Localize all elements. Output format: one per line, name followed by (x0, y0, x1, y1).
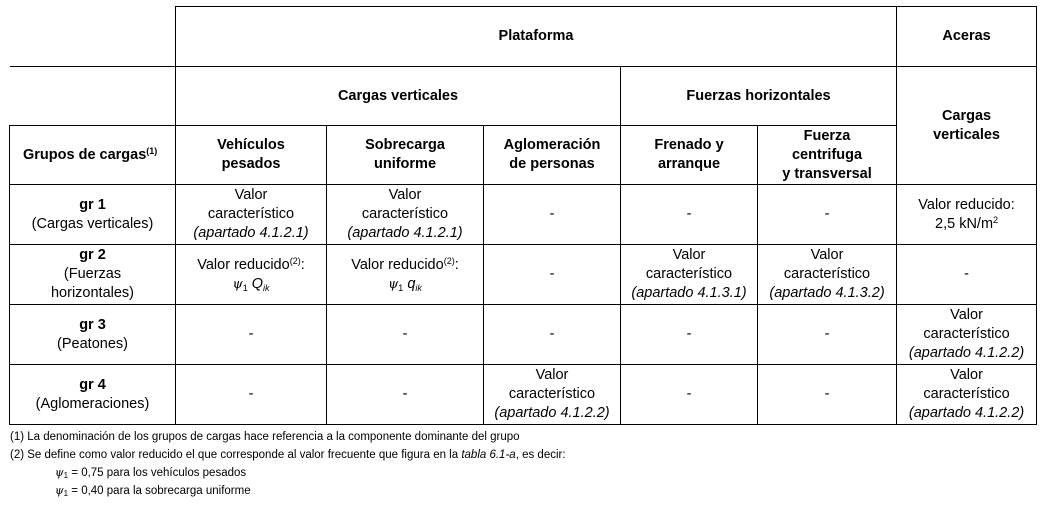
aceras-cargas-verticales-header: Cargas verticales (897, 67, 1037, 185)
value-cell: - (327, 305, 484, 365)
frenado-header: Frenado y arranque (621, 126, 758, 185)
value-cell: Valor reducido$^{(2)}$: $\psi_1$ $Q_{ik}$ (176, 245, 327, 305)
footnote-psi-vehiculos: ψ1 = 0,75 para los vehículos pesados (55, 466, 247, 480)
loads-table (9, 6, 1037, 425)
corner-cell (10, 7, 176, 67)
aceras-header: Aceras (897, 7, 1037, 67)
value-cell: Valor característico (apartado 4.1.2.2) (484, 365, 621, 425)
fuerza-centrifuga-header: Fuerza centrifuga y transversal (758, 126, 897, 185)
value-cell: - (621, 185, 758, 245)
value-cell: - (484, 185, 621, 245)
value-cell: Valor reducido$^{(2)}$: $\psi_1$ $q_{ik}$ (327, 245, 484, 305)
grupos-de-cargas-header: Grupos de cargas$^{(1)}$ (10, 126, 176, 185)
value-cell: - (758, 185, 897, 245)
aglomeracion-header: Aglomeración de personas (484, 126, 621, 185)
vehiculos-pesados-header: Vehículos pesados (176, 126, 327, 185)
table-row (10, 185, 1037, 245)
group-cell: gr 3 (Peatones) (10, 305, 176, 365)
group-cell: gr 1 (Cargas verticales) (10, 185, 176, 245)
corner-cell-2 (10, 67, 176, 126)
value-cell: - (484, 245, 621, 305)
fuerzas-horizontales-header: Fuerzas horizontales (621, 67, 897, 126)
value-cell: - (176, 365, 327, 425)
footnotes (10, 428, 566, 500)
value-cell: Valor característico (apartado 4.1.2.2) (897, 365, 1037, 425)
value-cell: - (897, 245, 1037, 305)
header-row-1 (10, 7, 1037, 67)
footnote-2: (2) Se define como valor reducido el que corresponde al valor frecuente que figura en la tabla 6.1-a, es decir: (10, 449, 566, 461)
value-cell: Valor característico (apartado 4.1.3.1) (621, 245, 758, 305)
value-cell: Valor característico (apartado 4.1.2.2) (897, 305, 1037, 365)
value-cell: Valor característico (apartado 4.1.3.2) (758, 245, 897, 305)
value-cell: - (758, 365, 897, 425)
table-row (10, 365, 1037, 425)
header-row-3 (10, 126, 1037, 185)
footnote-1: (1) La denominación de los grupos de cargas hace referencia a la componente dominante del grupo (10, 431, 520, 443)
sobrecarga-uniforme-header: Sobrecarga uniforme (327, 126, 484, 185)
plataforma-header: Plataforma (176, 7, 897, 67)
value-cell: Valor reducido: 2,5 $kN/m^2$ (897, 185, 1037, 245)
value-cell: Valor característico (apartado 4.1.2.1) (176, 185, 327, 245)
value-cell: - (758, 305, 897, 365)
footnote-psi-sobrecarga: ψ1 = 0,40 para la sobrecarga uniforme (55, 484, 251, 498)
header-row-2 (10, 67, 1037, 126)
value-cell: - (621, 305, 758, 365)
cargas-verticales-header: Cargas verticales (176, 67, 621, 126)
value-cell: - (621, 365, 758, 425)
group-cell: gr 4 (Aglomeraciones) (10, 365, 176, 425)
value-cell: Valor característico (apartado 4.1.2.1) (327, 185, 484, 245)
table-row (10, 305, 1037, 365)
value-cell: - (327, 365, 484, 425)
table-row (10, 245, 1037, 305)
value-cell: - (176, 305, 327, 365)
value-cell: - (484, 305, 621, 365)
group-cell: gr 2 (Fuerzas horizontales) (10, 245, 176, 305)
